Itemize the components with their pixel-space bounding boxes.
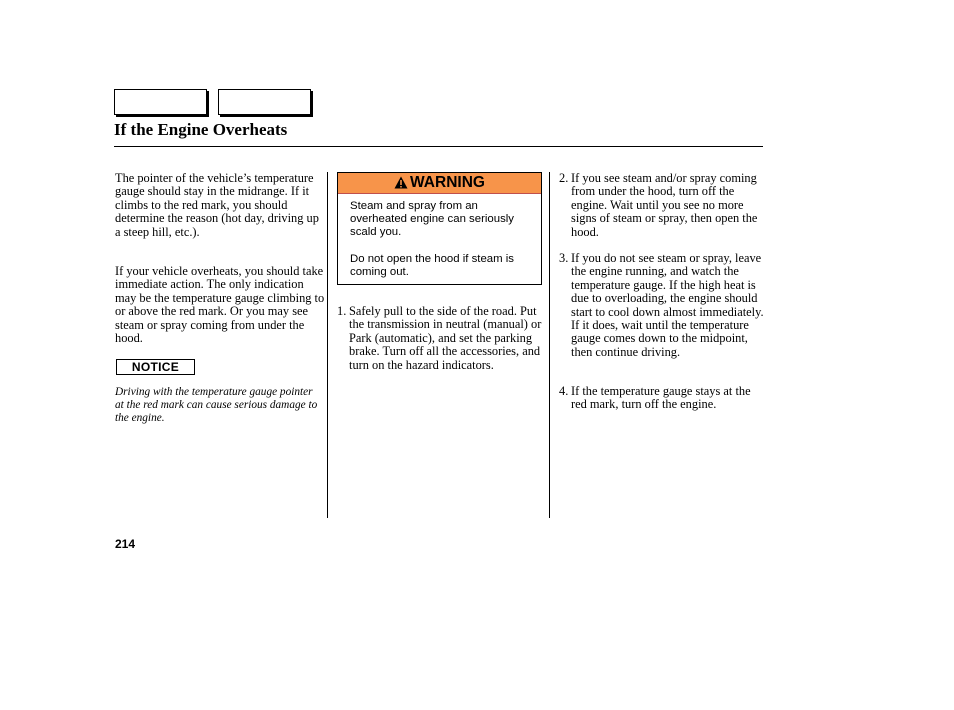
intro-paragraph: The pointer of the vehicle’s temperature gauge should stay in the midrange. If it climbs to the red mark, you should determine the reason (hot day, driving up a steep hill, etc.). [115,171,319,239]
step-text: If you do not see steam or spray, leave the engine running, and watch the temperature gauge. If the high heat is due to overloading, the engine should start to cool down almost immediately. If it does, wait until the temperature gauge comes down to the midpoint, then continue driving. [571,251,764,359]
column-divider-right [549,172,550,518]
overheat-paragraph: If your vehicle overheats, you should take immediate action. The only indication may be the temperature gauge climbing to or above the red mark. Or you may see steam or spray coming from under the hood. [115,264,325,346]
step-2 [559,172,769,239]
main-menu-button[interactable] [114,89,207,115]
step-4 [559,385,769,412]
step-text: If you see steam and/or spray coming from under the hood, turn off the engine. Wait until you see no more signs of steam or spray, then open the hood. [571,171,758,239]
warning-box [337,172,542,285]
step-number: 3. [559,251,569,265]
column-divider-left [327,172,328,518]
warning-triangle-icon [394,176,408,189]
title-divider [114,146,763,147]
notice-text: Driving with the temperature gauge pointer at the red mark can cause serious damage to the engine. [115,386,318,425]
step-number: 4. [559,384,569,398]
notice-label: NOTICE [116,359,195,375]
step-1 [337,305,547,372]
page-title: If the Engine Overheats [114,120,288,139]
warning-text-scald: Steam and spray from an overheated engine can seriously scald you. [350,200,515,239]
page-number: 214 [115,537,136,551]
step-number: 1. [337,304,347,318]
warning-text-hood: Do not open the hood if steam is coming out. [350,253,515,279]
table-of-contents-button[interactable] [218,89,311,115]
warning-header [338,173,541,194]
step-text: If the temperature gauge stays at the red mark, turn off the engine. [571,384,751,412]
step-3 [559,252,769,359]
warning-label: WARNING [410,174,485,191]
step-text: Safely pull to the side of the road. Put the transmission in neutral (manual) or Park (automatic), and set the parking brake. Turn off all the accessories, and turn on the hazard indicators. [349,304,542,372]
step-number: 2. [559,171,569,185]
